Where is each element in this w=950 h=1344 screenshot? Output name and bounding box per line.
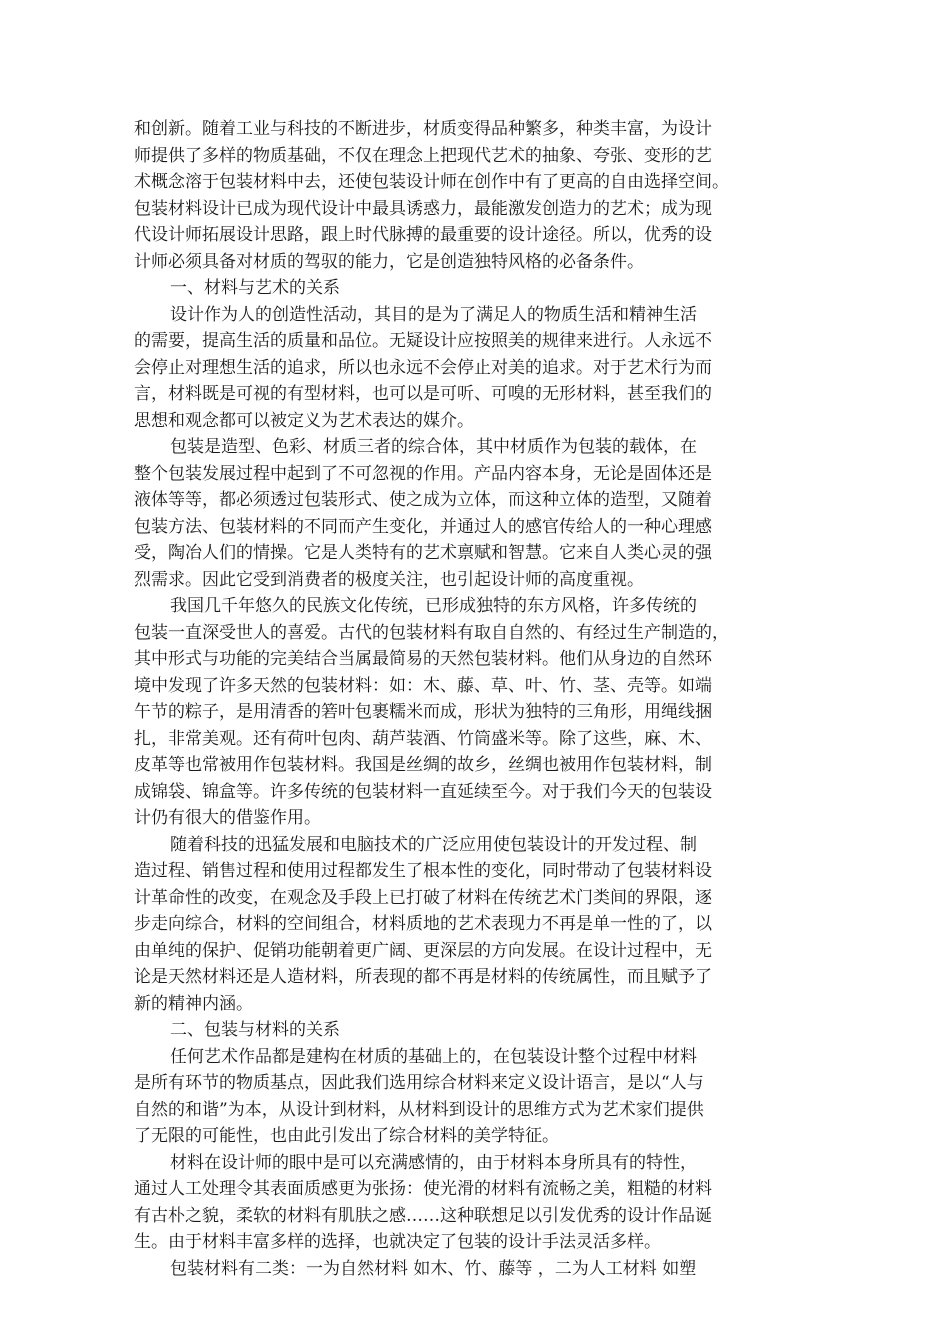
text-line: 包装一直深受世人的喜爱。古代的包装材料有取自自然的、有经过生产制造的， [134, 622, 729, 643]
text-line: 由单纯的保护、促销功能朝着更广阔、更深层的方向发展。在设计过程中，无 [134, 940, 712, 961]
paragraph-start-line: 一、材料与艺术的关系 [170, 278, 340, 298]
paragraph-start-line: 材料在设计师的眼中是可以充满感情的，由于材料本身所具有的特性， [170, 1152, 697, 1173]
paragraph-start-line: 我国几千年悠久的民族文化传统，已形成独特的东方风格，许多传统的 [170, 596, 697, 616]
text-line: 术概念溶于包装材料中去，还使包装设计师在创作中有了更高的自由选择空间。 [134, 172, 729, 192]
text-line: 包装方法、包装材料的不同而产生变化，并通过人的感官传给人的一种心理感 [134, 516, 712, 537]
text-line: 计师必须具备对材质的驾驭的能力，它是创造独特风格的必备条件。 [134, 251, 644, 272]
text-line: 其中形式与功能的完美结合当属最简易的天然包装材料。他们从身边的自然环 [134, 649, 712, 669]
text-line: 烈需求。因此它受到消费者的极度关注，也引起设计师的高度重视。 [134, 569, 644, 590]
text-line: 扎，非常美观。还有荷叶包肉、葫芦装酒、竹筒盛米等。除了这些，麻、木、 [134, 728, 712, 749]
paragraph-start-line: 随着科技的迅猛发展和电脑技术的广泛应用使包装设计的开发过程、制 [170, 834, 697, 855]
text-line: 午节的粽子，是用清香的箬叶包裹糯米而成，形状为独特的三角形，用绳线捆 [134, 702, 712, 722]
text-line: 了无限的可能性，也由此引发出了综合材料的美学特征。 [134, 1126, 559, 1146]
text-line: 整个包装发展过程中起到了不可忽视的作用。产品内容本身，无论是固体还是 [134, 463, 712, 484]
text-line: 液体等等，都必须透过包装形式、使之成为立体，而这种立体的造型，又随着 [134, 490, 712, 510]
text-line: 生。由于材料丰富多样的选择，也就决定了包装的设计手法灵活多样。 [134, 1232, 661, 1252]
text-line: 言，材料既是可视的有型材料，也可以是可听、可嗅的无形材料，甚至我们的 [134, 384, 712, 404]
text-line: 会停止对理想生活的追求，所以也永远不会停止对美的追求。对于艺术行为而 [134, 357, 712, 378]
paragraph-start-line: 二、包装与材料的关系 [170, 1020, 340, 1040]
text-line: 境中发现了许多天然的包装材料：如：木、藤、草、叶、竹、茎、壳等。如端 [134, 675, 712, 696]
text-line: 的需要，提高生活的质量和品位。无疑设计应按照美的规律来进行。人永远不 [134, 331, 712, 351]
text-line: 计革命性的改变，在观念及手段上已打破了材料在传统艺术门类间的界限，逐 [134, 887, 712, 908]
text-line: 自然的和谐”为本，从设计到材料，从材料到设计的思维方式为艺术家们提供 [134, 1099, 704, 1120]
text-line: 有古朴之貌，柔软的材料有肌肤之感……这种联想足以引发优秀的设计作品诞 [134, 1205, 712, 1226]
text-line: 师提供了多样的物质基础，不仅在理念上把现代艺术的抽象、夸张、变形的艺 [134, 145, 712, 166]
text-line: 步走向综合，材料的空间组合，材料质地的艺术表现力不再是单一性的了，以 [134, 914, 712, 934]
text-line: 代设计师拓展设计思路，跟上时代脉搏的最重要的设计途径。所以，优秀的设 [134, 225, 712, 245]
paragraph-start-line: 任何艺术作品都是建构在材质的基础上的，在包装设计整个过程中材料 [170, 1046, 697, 1067]
text-line: 和创新。随着工业与科技的不断进步，材质变得品种繁多，种类丰富，为设计 [134, 119, 712, 139]
text-line: 新的精神内涵。 [134, 993, 253, 1014]
text-line: 造过程、销售过程和使用过程都发生了根本性的变化，同时带动了包装材料设 [134, 861, 712, 881]
text-line: 是所有环节的物质基点，因此我们选用综合材料来定义设计语言，是以“人与 [134, 1073, 704, 1093]
paragraph-start-line: 包装是造型、色彩、材质三者的综合体，其中材质作为包装的载体，在 [170, 437, 697, 457]
text-line: 成锦袋、锦盒等。许多传统的包装材料一直延续至今。对于我们今天的包装设 [134, 781, 712, 802]
paragraph-start-line: 包装材料有二类：一为自然材料 如木、竹、藤等 ，二为人工材料 如塑 [170, 1258, 697, 1279]
paragraph-start-line: 设计作为人的创造性活动，其目的是为了满足人的物质生活和精神生活 [170, 304, 697, 325]
text-line: 思想和观念都可以被定义为艺术表达的媒介。 [134, 410, 474, 431]
text-line: 论是天然材料还是人造材料，所表现的都不再是材料的传统属性，而且赋予了 [134, 967, 712, 987]
text-line: 包装材料设计已成为现代设计中最具诱惑力，最能激发创造力的艺术；成为现 [134, 198, 712, 219]
text-line: 皮革等也常被用作包装材料。我国是丝绸的故乡，丝绸也被用作包装材料，制 [134, 755, 712, 775]
text-line: 通过人工处理令其表面质感更为张扬：使光滑的材料有流畅之美，粗糙的材料 [134, 1179, 712, 1199]
text-line: 受，陶冶人们的情操。它是人类特有的艺术禀赋和智慧。它来自人类心灵的强 [134, 543, 712, 563]
text-line: 计仍有很大的借鉴作用。 [134, 808, 321, 828]
document-body [134, 116, 814, 1282]
